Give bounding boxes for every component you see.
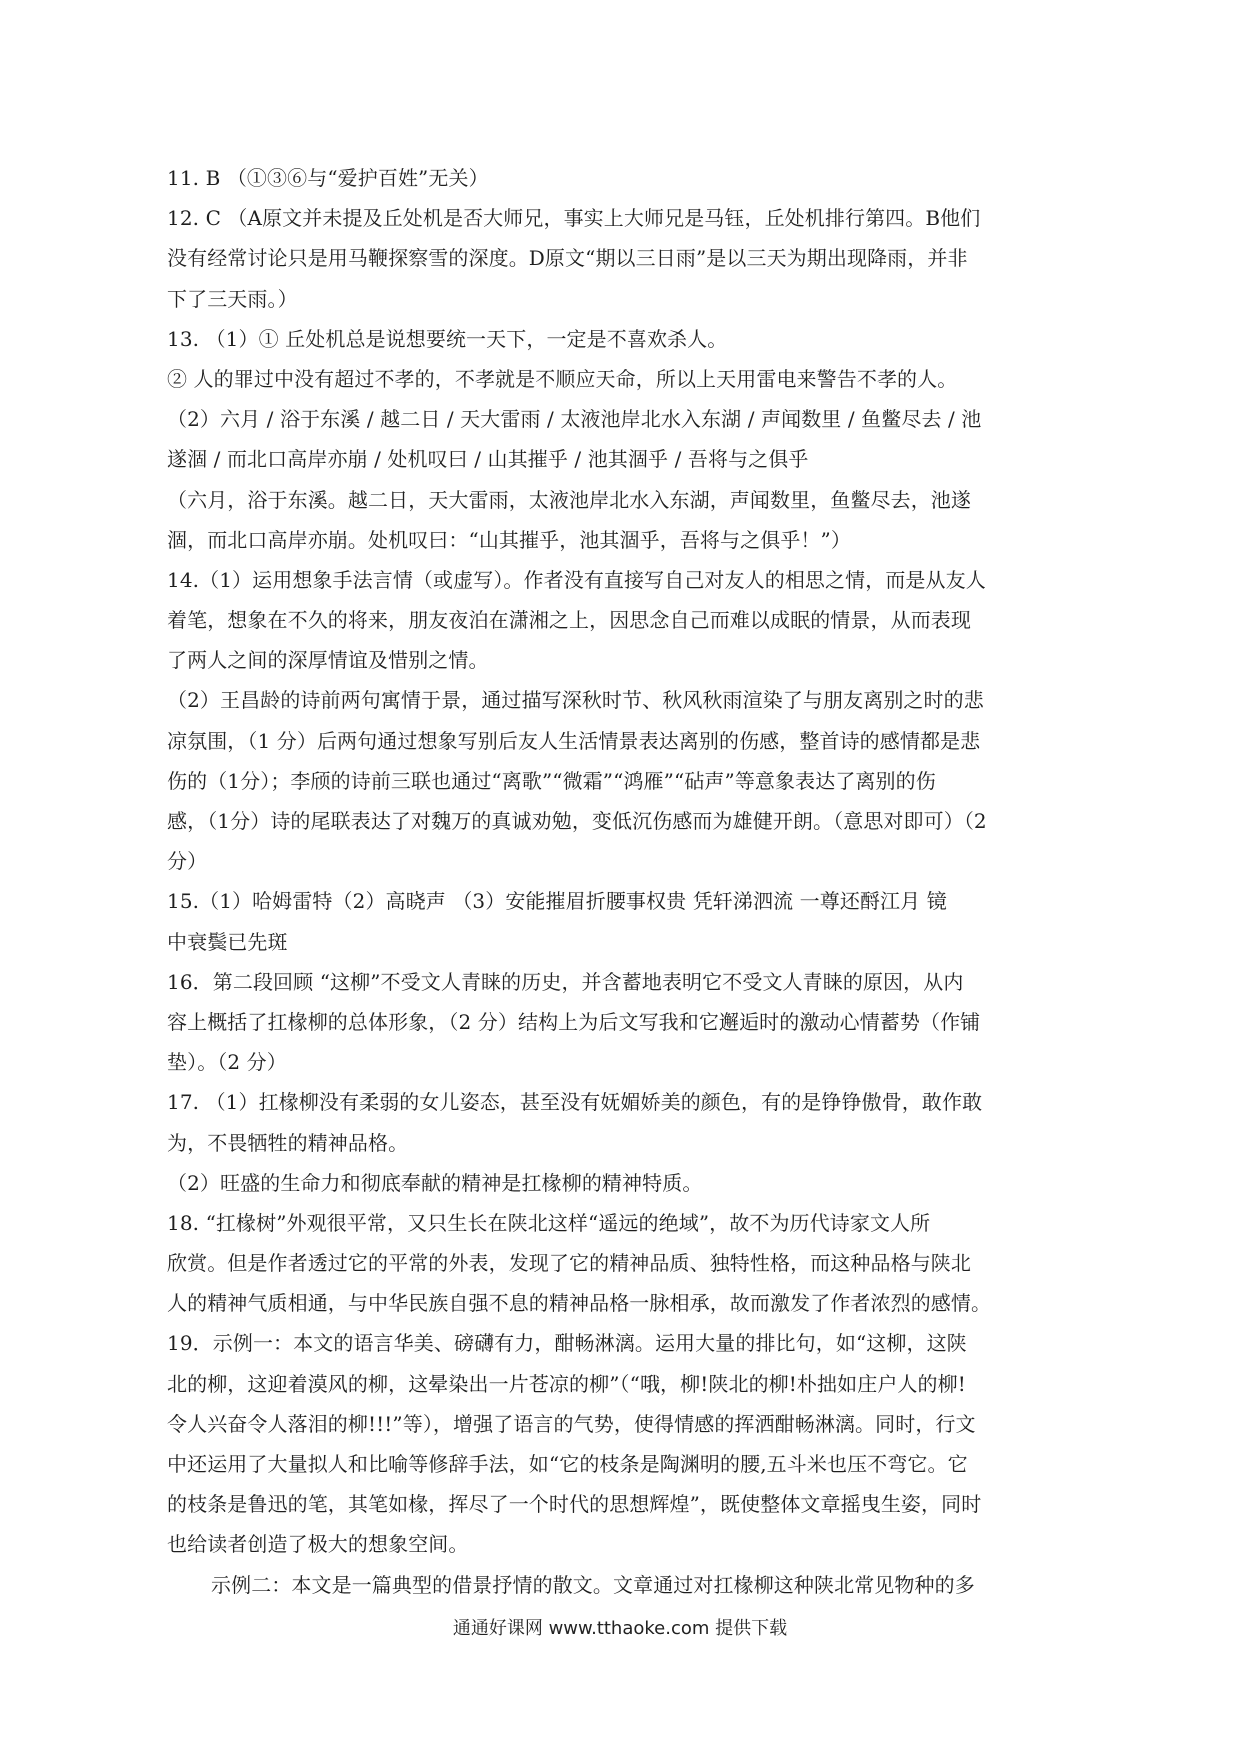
text-line: （2）旺盛的生命力和彻底奉献的精神是扛椽柳的精神特质。: [167, 1170, 703, 1195]
text-line: 遂涸 / 而北口高岸亦崩 / 处机叹曰 / 山其摧乎 / 池其涸乎 / 吾将与之俱乎: [167, 447, 809, 472]
text-line: （2）王昌龄的诗前两句寓情于景，通过描写深秋时节、秋风秋雨渲染了与朋友离别之时的悲: [167, 688, 984, 713]
text-line: 令人兴奋令人落泪的柳!!!”等），增强了语言的气势，使得情感的挥洒酣畅淋漓。同时，行文: [167, 1411, 976, 1436]
text-line: （2）六月 / 浴于东溪 / 越二日 / 天大雷雨 / 太液池岸北水入东湖 / 声闻数里 / 鱼鳖尽去 / 池: [167, 407, 982, 432]
text-line: 16．第二段回顾 “这柳”不受文人青睐的历史，并含蓄地表明它不受文人青睐的原因，从内: [167, 969, 964, 994]
text-line: 下了三天雨。）: [167, 286, 298, 311]
text-line: 19．示例一：本文的语言华美、磅礴有力，酣畅淋漓。运用大量的排比句，如“这柳，这陕: [167, 1331, 967, 1356]
text-line: 垫）。（2 分）: [167, 1050, 287, 1075]
text-line: 北的柳，这迎着漠风的柳，这晕染出一片苍凉的柳”（“哦，柳!陕北的柳!朴拙如庄户人的柳!: [167, 1371, 966, 1396]
text-line: （六月，浴于东溪。越二日，天大雷雨，太液池岸北水入东湖，声闻数里，鱼鳖尽去，池遂: [167, 487, 971, 512]
text-line: 17. （1）扛椽柳没有柔弱的女儿姿态，甚至没有妩媚娇美的颜色，有的是铮铮傲骨，敢作敢: [167, 1090, 983, 1115]
text-line: 18. “扛椽树”外观很平常，又只生长在陕北这样“遥远的绝域”，故不为历代诗家文人所: [167, 1210, 931, 1235]
text-line: 13. （1）① 丘处机总是说想要统一天下，一定是不喜欢杀人。: [167, 326, 728, 351]
text-line: 15.（1）哈姆雷特（2）高晓声 （3）安能摧眉折腰事权贵 凭轩涕泗流 一尊还酹江月 镜: [167, 889, 947, 914]
text-line: 的枝条是鲁迅的笔，其笔如椽，挥尽了一个时代的思想辉煌”，既使整体文章摇曳生姿，同时: [167, 1492, 982, 1517]
text-line: 着笔，想象在不久的将来，朋友夜泊在潇湘之上，因思念自己而难以成眠的情景，从而表现: [167, 608, 971, 633]
text-line: 12. C （A原文并未提及丘处机是否大师兄，事实上大师兄是马钰，丘处机排行第四。B他们: [167, 206, 981, 231]
text-line: 容上概括了扛椽柳的总体形象，（2 分）结构上为后文写我和它邂逅时的激动心情蓄势（作铺: [167, 1009, 981, 1034]
text-line: 中还运用了大量拟人和比喻等修辞手法，如“它的枝条是陶渊明的腰,五斗米也压不弯它。它: [167, 1452, 968, 1476]
text-line: 涸，而北口高岸亦崩。处机叹曰：“山其摧乎，池其涸乎，吾将与之俱乎！”）: [167, 527, 851, 552]
text-line: 11. B （①③⑥与“爱护百姓”无关）: [167, 166, 489, 190]
text-line: 感，（1分）诗的尾联表达了对魏万的真诚劝勉，变低沉伤感而为雄健开朗。（意思对即可）（2: [167, 809, 987, 833]
text-line: 了两人之间的深厚情谊及惜别之情。: [167, 648, 489, 673]
text-line: 示例二：本文是一篇典型的借景抒情的散文。文章通过对扛椽柳这种陕北常见物种的多: [211, 1572, 975, 1597]
text-line: 凉氛围，（1 分）后两句通过想象写别后友人生活情景表达离别的伤感，整首诗的感情都是悲: [167, 728, 981, 753]
text-line: 中衰鬓已先斑: [167, 929, 288, 954]
text-line: 没有经常讨论只是用马鞭探察雪的深度。D原文“期以三日雨”是以三天为期出现降雨，并非: [167, 246, 968, 271]
answer-text-body: [167, 158, 1068, 1605]
page-footer: 通通好课网 www.tthaoke.com 提供下载: [452, 1618, 788, 1639]
text-line: ② 人的罪过中没有超过不孝的，不孝就是不顺应天命，所以上天用雷电来警告不孝的人。: [167, 366, 958, 391]
text-line: 人的精神气质相通，与中华民族自强不息的精神品格一脉相承，故而激发了作者浓烈的感情。: [167, 1291, 992, 1316]
text-line: 为，不畏牺牲的精神品格。: [167, 1130, 409, 1155]
text-line: 也给读者创造了极大的想象空间。: [167, 1532, 469, 1557]
text-line: 分）: [167, 849, 208, 874]
text-line: 伤的（1分）；李颀的诗前三联也通过“离歌”“微霜”“鸿雁”“砧声”等意象表达了离别的伤: [167, 768, 936, 793]
text-line: 14.（1）运用想象手法言情（或虚写）。作者没有直接写自己对友人的相思之情，而是从友人: [167, 567, 986, 592]
text-line: 欣赏。但是作者透过它的平常的外表，发现了它的精神品质、独特性格，而这种品格与陕北: [167, 1251, 971, 1276]
